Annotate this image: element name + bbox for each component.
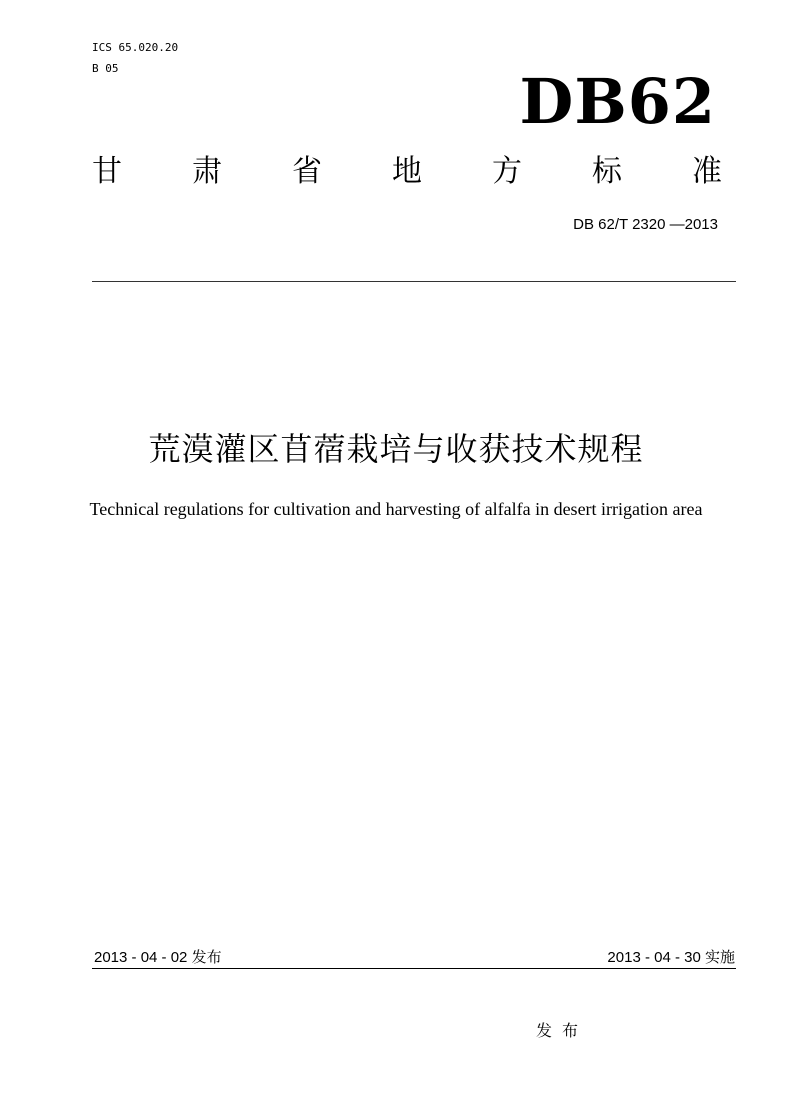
standard-type-char: 准 <box>692 154 722 189</box>
standard-number: DB 62/T 2320 —2013 <box>573 216 718 233</box>
header-divider <box>92 281 736 282</box>
standard-type-char: 甘 <box>92 154 122 189</box>
document-title-chinese: 荒漠灌区苜蓿栽培与收获技术规程 <box>148 430 644 468</box>
standard-type-char: 地 <box>392 154 422 189</box>
document-title-english: Technical regulations for cultivation and harvesting of alfalfa in desert irrigation area <box>89 499 703 519</box>
ics-code: ICS 65.020.20 <box>92 41 179 54</box>
release-date: 2013 - 04 - 02 发布 <box>94 949 222 966</box>
standard-type-char: 方 <box>492 154 522 189</box>
standard-type-char: 肃 <box>192 154 222 189</box>
implementation-date: 2013 - 04 - 30 实施 <box>607 949 735 966</box>
issuer-label: 发布 <box>536 1021 589 1040</box>
standard-type-char: 省 <box>292 154 322 189</box>
ccs-code: B 05 <box>92 62 119 75</box>
standard-logo: DB62 <box>519 65 716 138</box>
standard-type-heading <box>92 152 722 192</box>
footer-divider <box>92 968 736 969</box>
standard-type-char: 标 <box>592 154 622 189</box>
